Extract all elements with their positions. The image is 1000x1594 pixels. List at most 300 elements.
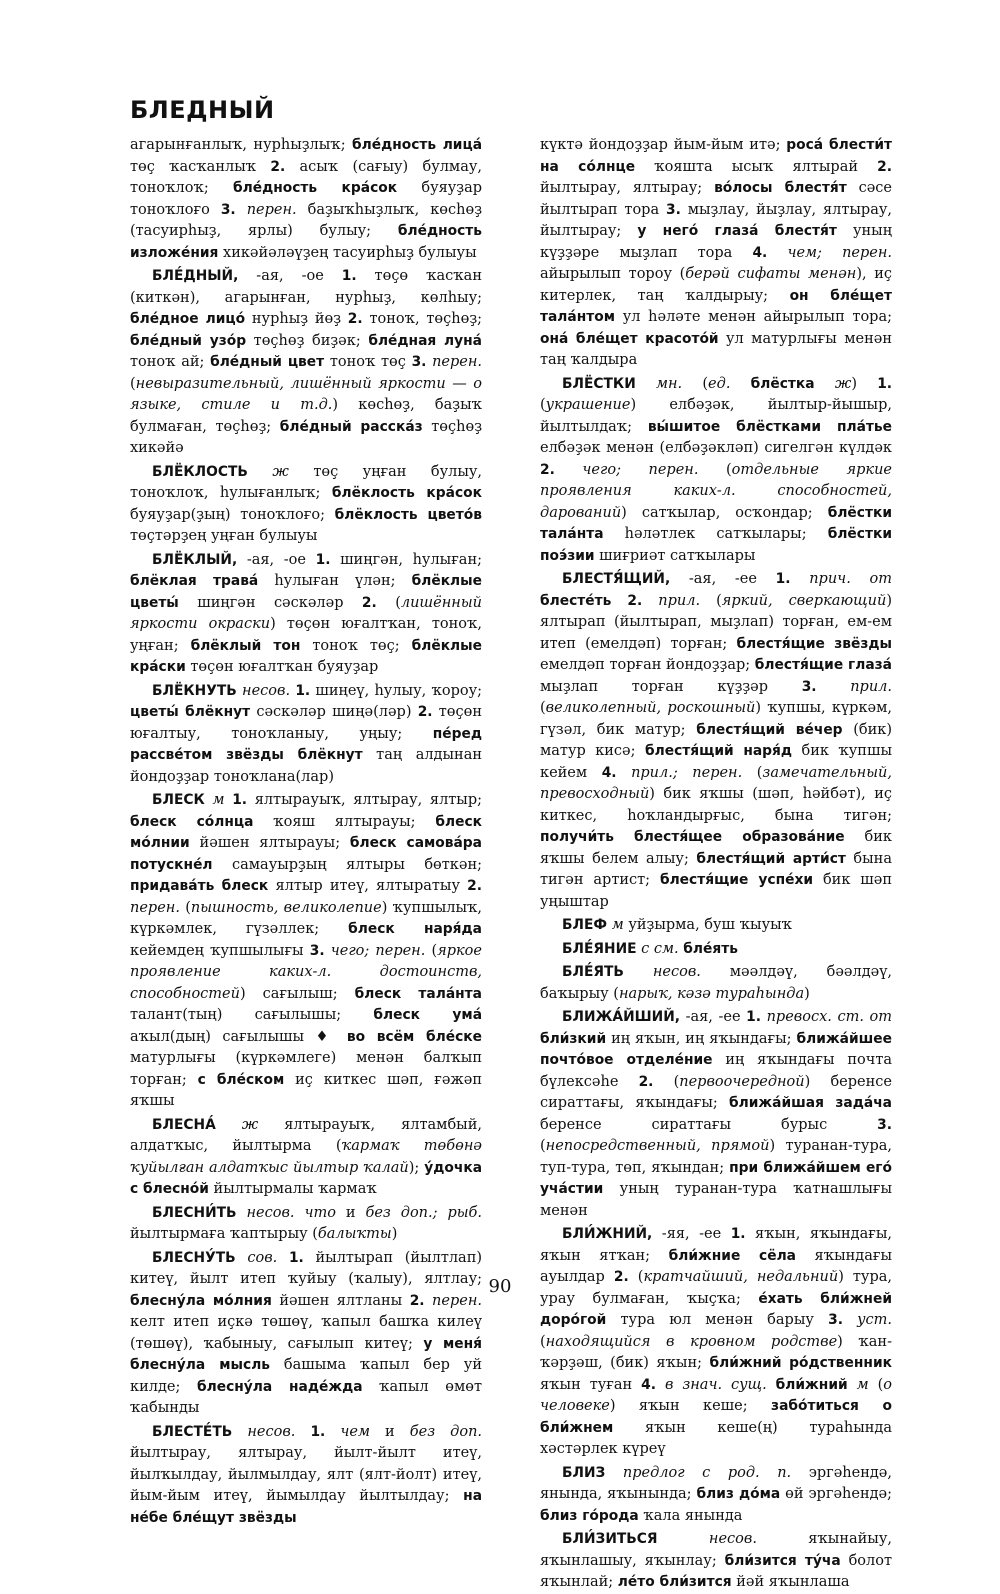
- headword-bold: 2.: [409, 1292, 425, 1309]
- entry-continuation: [540, 135, 892, 372]
- translation-text: беренсе сираттағы бурыс: [540, 1116, 878, 1133]
- translation-text: [730, 376, 750, 392]
- translation-text: бик ҡупшы кейем: [540, 743, 892, 781]
- translation-text: шиңгән сәскәләр: [178, 594, 362, 611]
- grammar-note-italic: уст.: [857, 1312, 893, 1328]
- translation-text: (: [700, 592, 722, 609]
- running-head: БЛЕДНЫЙ: [130, 96, 275, 124]
- dictionary-entry: [540, 1224, 892, 1461]
- headword-bold: БЛЕ́ЯТЬ: [562, 964, 624, 980]
- headword-bold: бле́дный расска́з: [279, 418, 423, 435]
- headword-bold: БЛИ́ЖНИЙ,: [562, 1226, 653, 1242]
- grammar-note-italic: прил.: [850, 678, 893, 695]
- headword-bold: блеск мо́лнии: [130, 813, 482, 851]
- translation-text: йылтырмалы ҡармаҡ: [208, 1181, 377, 1197]
- translation-text: [636, 376, 656, 392]
- translation-text: кейемдең ҡупшылығы: [130, 942, 310, 959]
- headword-bold: БЛЁСТКИ: [562, 375, 636, 392]
- headword-bold: у меня́ блесну́ла мысль: [130, 1335, 482, 1373]
- headword-bold: блеск со́лнца: [130, 813, 254, 830]
- headword-bold: 1.: [295, 682, 311, 699]
- headword-bold: БЛЁКНУТЬ: [152, 682, 237, 699]
- translation-text: [843, 1312, 857, 1328]
- translation-text: шиңеү, һулыу, ҡороу;: [310, 682, 483, 699]
- headword-bold: бли́жние сёла: [668, 1247, 796, 1264]
- translation-text: мыҙлап торған күҙҙәр: [540, 678, 802, 695]
- translation-text: [216, 1117, 242, 1133]
- grammar-note-italic: что: [304, 1204, 336, 1221]
- left-column: [130, 135, 482, 1529]
- translation-text: ул һәләте менән айырылып тора;: [615, 309, 892, 325]
- translation-text: [236, 202, 247, 218]
- headword-bold: БЛЕСТЯ́ЩИЙ,: [562, 571, 671, 587]
- headword-bold: 2.: [417, 704, 433, 720]
- translation-text: ялтырауыҡ, ялтамбый, алдатҡыс, йылтырма (: [130, 1116, 482, 1154]
- grammar-note-italic: м: [212, 792, 225, 808]
- headword-bold: бле́дное лицо́: [130, 311, 246, 327]
- translation-text: айырылып тороу (: [540, 266, 686, 282]
- translation-text: емелдәп торған йондоҙҙар;: [540, 657, 755, 673]
- translation-text: төҫөн юғалтҡан буяуҙар: [185, 659, 379, 675]
- headword-bold: БЛИЗ: [562, 1464, 606, 1481]
- translation-text: аҡыл(дың) сағылышы ♦: [130, 1028, 347, 1045]
- translation-text: тоноҡ ай;: [130, 354, 211, 370]
- translation-text: йылтырап (йылтлап) китеү, йылт итеп ҡуйыу (ҡалыу), ялтлау;: [130, 1249, 483, 1287]
- headword-bold: бли́жний ро́дственник: [709, 1355, 892, 1371]
- headword-bold: БЛЁКЛЫЙ,: [152, 551, 238, 568]
- grammar-note-italic: чем: [340, 1423, 370, 1440]
- headword-bold: блёклость кра́сок: [331, 485, 482, 501]
- headword-bold: 1.: [775, 571, 791, 587]
- translation-text: бына тигән артист;: [540, 850, 892, 888]
- headword-bold: БЛИЖА́ЙШИЙ,: [562, 1009, 681, 1025]
- headword-bold: 2.: [613, 1269, 629, 1285]
- translation-text: [325, 1424, 340, 1440]
- translation-text: (бик) матур кисә;: [540, 721, 892, 759]
- grammar-note-italic: непосредственный, прямой: [545, 1138, 770, 1154]
- headword-bold: 1.: [315, 551, 331, 568]
- translation-text: [295, 1205, 305, 1221]
- translation-text: елбәҙәк менән (елбәҙәкләп) сигелгән күлдәк: [540, 440, 892, 456]
- translation-text: [817, 679, 851, 695]
- translation-text: буяуҙар(ҙың) тоноҡлоғо;: [130, 506, 335, 523]
- translation-text: и: [369, 1423, 410, 1440]
- headword-bold: БЛЕ́ЯНИЕ: [562, 940, 637, 957]
- translation-text: [658, 1531, 709, 1547]
- headword-bold: блёклая трава́: [130, 573, 259, 589]
- translation-text: [656, 1377, 665, 1393]
- translation-text: ҡояшта ысыҡ ялтырай: [635, 158, 878, 175]
- translation-text: ) ҡан-ҡәрҙәш, (бик) яҡын;: [540, 1333, 892, 1371]
- translation-text: [617, 765, 632, 781]
- headword-bold: бле́дность кра́сок: [232, 180, 398, 196]
- page-number: 90: [488, 1276, 512, 1297]
- translation-text: төҫһөҙ биҙәк;: [246, 332, 369, 349]
- dictionary-entry: [540, 569, 892, 913]
- translation-text: ) сағылыш;: [239, 985, 355, 1002]
- dictionary-entry: [130, 266, 482, 460]
- headword-bold: 3.: [801, 678, 817, 695]
- grammar-note-italic: яркий, сверкающий: [721, 592, 887, 609]
- headword-bold: забо́титься о бли́жнем: [540, 1398, 892, 1436]
- translation-text: эргәһендә, янында, яҡынында;: [540, 1464, 892, 1502]
- translation-text: );: [408, 1159, 425, 1176]
- headword-bold: блестя́щий наря́д: [644, 743, 793, 759]
- dictionary-entry: [130, 790, 482, 1113]
- headword-bold: бли́зится ту́ча: [724, 1552, 841, 1569]
- translation-text: ) сатҡылар, осҡондар;: [621, 504, 828, 521]
- grammar-note-italic: ж: [272, 463, 289, 480]
- translation-text: ) бик яҡшы (шәп, һәйбәт), иҫ киткес, һоҡландырғыс, бына тигән;: [540, 786, 892, 824]
- translation-text: [248, 464, 272, 480]
- translation-text: (: [130, 375, 136, 392]
- headword-bold: 3.: [309, 942, 325, 959]
- translation-text: ), иҫ китерлек, таң ҡалдырыу;: [540, 266, 893, 304]
- grammar-note-italic: чего; перен.: [330, 942, 426, 959]
- translation-text: [232, 1424, 247, 1440]
- headword-bold: у́дочка с блесно́й: [130, 1159, 483, 1197]
- entry-continuation: [130, 135, 482, 264]
- translation-text: ) тура, урау булмаған, ҡыҫҡа;: [540, 1269, 892, 1307]
- headword-bold: БЛЁКЛОСТЬ: [152, 463, 248, 480]
- translation-text: ): [851, 375, 878, 392]
- headword-bold: бли́жний: [775, 1376, 848, 1393]
- headword-bold: на не́бе бле́щут звёзды: [130, 1488, 482, 1526]
- translation-text: (: [682, 375, 709, 392]
- headword-bold: блестя́щие звёзды: [736, 635, 893, 652]
- headword-bold: получи́ть блестя́щее образова́ние: [540, 829, 845, 845]
- grammar-note-italic: находящийся в кровном родстве: [545, 1333, 838, 1350]
- headword-bold: 1.: [746, 1009, 761, 1025]
- headword-bold: 2.: [877, 158, 892, 175]
- grammar-note-italic: несов.: [652, 964, 701, 980]
- translation-text: өй эргәһендә;: [780, 1486, 892, 1502]
- headword-bold: БЛЕСТЕ́ТЬ: [152, 1423, 233, 1440]
- headword-bold: 3.: [828, 1312, 843, 1328]
- headword-bold: 1.: [310, 1423, 326, 1440]
- grammar-note-italic: несов.: [242, 682, 291, 699]
- translation-text: [605, 1465, 623, 1481]
- translation-text: келт итеп иҫкә төшөү, ҡапыл башҡа килеү (төшөү), ҡабыныу, сағылып китеү;: [130, 1314, 482, 1352]
- translation-text: һәләтлек сатҡылары;: [603, 526, 828, 542]
- translation-text: һулыған үлән;: [258, 573, 412, 589]
- translation-text: йәшен ялтланы: [271, 1292, 410, 1309]
- translation-text: -ая, -ее: [680, 1009, 747, 1025]
- headword-bold: блёклые кра́ски: [130, 637, 482, 675]
- grammar-note-italic: чем; перен.: [787, 244, 893, 261]
- headword-bold: 4.: [601, 764, 617, 781]
- headword-bold: она́ бле́щет красото́й: [540, 330, 719, 347]
- translation-text: төҫтәрҙең уңған булыуы: [130, 528, 318, 544]
- headword-bold: БЛЕСК: [152, 792, 205, 808]
- translation-text: ялтырауыҡ, ялтырау, ялтыр;: [247, 792, 483, 808]
- grammar-note-italic: нарыҡ, кәзә тураһында: [618, 985, 805, 1002]
- headword-bold: бле́ять: [683, 940, 738, 957]
- translation-text: (: [742, 764, 763, 781]
- headword-bold: с бле́ском: [197, 1071, 285, 1088]
- headword-bold: у него́ глаза́ блестя́т: [637, 223, 837, 239]
- translation-text: [237, 1205, 247, 1221]
- translation-text: тоноҡ төҫ: [324, 354, 412, 370]
- grammar-note-italic: превосх. ст. от: [766, 1009, 892, 1025]
- grammar-note-italic: яркое проявление каких-л. достоинств, способностей: [130, 942, 482, 1002]
- headword-bold: е́хать бли́жней доро́гой: [540, 1290, 892, 1328]
- grammar-note-italic: без доп.; рыб.: [365, 1204, 482, 1221]
- translation-text: төҫөн юғалтыу, тоноҡланыу, уңыу;: [130, 704, 482, 742]
- translation-text: ) беренсе сираттағы, яҡындағы;: [540, 1073, 892, 1111]
- grammar-note-italic: берәй сифаты менән: [685, 266, 857, 282]
- grammar-note-italic: в знач. сущ.: [664, 1376, 767, 1393]
- translation-text: яҡындағы ауылдар: [540, 1247, 892, 1285]
- headword-bold: вы́шитое блёстками пла́тье: [647, 418, 892, 435]
- dictionary-entry: [130, 462, 482, 548]
- headword-bold: блестя́щий арти́ст: [696, 850, 846, 867]
- grammar-note-italic: невыразительный, лишённый яркости — о языке, стиле и т.д.: [130, 375, 482, 413]
- translation-text: (: [868, 1376, 884, 1393]
- translation-text: иң яҡындағы почта бүлексәһе: [540, 1052, 893, 1090]
- grammar-note-italic: первоочередной: [679, 1073, 805, 1090]
- headword-bold: блеск ума́: [373, 1007, 483, 1023]
- headword-bold: блёстка: [750, 375, 815, 392]
- translation-text: [848, 1377, 857, 1393]
- translation-text: (: [540, 700, 546, 716]
- headword-bold: ле́то бли́зится: [617, 1574, 732, 1590]
- translation-text: яҡын туған: [540, 1376, 642, 1393]
- translation-text: ) ҡупшылыҡ, күркәмлек, гүзәллек;: [130, 899, 482, 937]
- translation-text: күктә йондоҙҙар йым-йым итә;: [540, 137, 787, 153]
- translation-text: мәәлдәү, бәәлдәү, баҡырыу (: [540, 964, 893, 1002]
- headword-bold: блёклость цвето́в: [334, 506, 482, 523]
- translation-text: [277, 1250, 289, 1266]
- translation-text: [295, 1424, 310, 1440]
- translation-text: [767, 245, 787, 261]
- translation-text: төҫө ҡасҡан (киткән), агарынған, нурһыҙ, көлһыу;: [130, 268, 482, 306]
- grammar-note-italic: сов.: [247, 1249, 278, 1266]
- translation-text: ) елбәҙәк, йылтыр-йышыр, йылтылдаҡ;: [540, 397, 892, 435]
- grammar-note-italic: мн.: [655, 375, 683, 392]
- translation-text: башыма ҡапыл бер уй килде;: [130, 1357, 483, 1395]
- headword-bold: бле́дный цвет: [210, 354, 325, 370]
- grammar-note-italic: перен.: [246, 201, 297, 218]
- grammar-note-italic: без доп.: [409, 1423, 483, 1440]
- headword-bold: блесну́ла наде́жда: [196, 1378, 363, 1395]
- translation-text: (: [540, 1333, 546, 1350]
- translation-text: шиңгән, һулыған;: [330, 551, 482, 568]
- headword-bold: 4.: [752, 244, 768, 261]
- headword-bold: БЛЕСНИ́ТЬ: [152, 1204, 237, 1221]
- dictionary-entry: [540, 962, 892, 1005]
- grammar-note-italic: м: [856, 1376, 869, 1393]
- translation-text: тура юл менән барыу: [606, 1312, 829, 1328]
- headword-bold: 4.: [641, 1376, 656, 1393]
- translation-text: -яя, -ее: [652, 1226, 731, 1242]
- grammar-note-italic: кратчайший, недальний: [643, 1269, 839, 1285]
- translation-text: ул матурлығы менән таң ҡалдыра: [540, 330, 892, 368]
- headword-bold: придава́ть блеск: [130, 878, 269, 894]
- translation-text: төҫ ҡасҡанлыҡ: [130, 158, 271, 175]
- headword-bold: блеск наря́да: [348, 921, 482, 937]
- grammar-note-italic: чего; перен.: [582, 461, 699, 478]
- translation-text: (: [540, 1138, 546, 1154]
- translation-text: шиғриәт сатҡылары: [594, 547, 756, 564]
- translation-text: ) яҡын кеше;: [609, 1398, 772, 1414]
- translation-text: ҡала янында: [638, 1507, 743, 1524]
- headword-bold: 3.: [665, 201, 681, 218]
- translation-text: болот яҡынлай;: [540, 1552, 892, 1590]
- translation-text: буяуҙар тоноҡлоғо: [130, 180, 482, 218]
- headword-bold: БЛЕСНА́: [152, 1116, 216, 1133]
- headword-bold: ближа́йшая зада́ча: [729, 1095, 892, 1111]
- translation-text: [624, 964, 653, 980]
- translation-text: йылтырау, ялтырау;: [540, 180, 715, 196]
- grammar-note-italic: несов.: [246, 1204, 295, 1221]
- headword-bold: ближа́йшее почто́вое отделе́ние: [540, 1030, 892, 1068]
- translation-text: баҙыҡһыҙлыҡ, көсһөҙ (тасуирһыҙ, ярлы) булыу;: [130, 201, 482, 239]
- translation-text: йылтырау, ялтырау, йылт-йылт итеү, йылҡылдау, йылмылдау, ялт (ялт-йолт) итеү, йым-йым итеү, йымылдау йылтылдау;: [130, 1445, 482, 1504]
- translation-text: тоноҡ төҫ;: [300, 637, 412, 654]
- translation-text: ялтыр итеү, ялтыратыу: [268, 878, 468, 894]
- translation-text: тоноҡ, төҫһөҙ;: [362, 311, 482, 327]
- headword-bold: блёстки тала́нта: [540, 504, 892, 542]
- headword-bold: бле́дная луна́: [368, 332, 482, 349]
- grammar-note-italic: прич. от: [809, 571, 892, 587]
- grammar-note-italic: ҡармаҡ төбөнә ҡуйылған алдатҡыс йылтыр ҡалай: [130, 1138, 482, 1176]
- dictionary-entry: [130, 1115, 482, 1201]
- grammar-note-italic: лишённый яркости окраски: [130, 594, 482, 632]
- headword-bold: пе́ред рассве́том звёзды блёкнут: [130, 725, 482, 763]
- grammar-note-italic: несов.: [708, 1531, 757, 1547]
- headword-bold: блёстки поэ́зии: [540, 526, 892, 564]
- dictionary-entry: [130, 1248, 482, 1420]
- translation-text: яҡын кеше(ң) тураһында хәстәрлек күреү: [540, 1419, 892, 1457]
- grammar-note-italic: ж: [241, 1116, 259, 1133]
- translation-text: хикәйәләүҙең тасуирһыҙ булыуы: [218, 244, 477, 261]
- headword-bold: 2.: [540, 461, 555, 478]
- headword-bold: 2.: [347, 311, 363, 327]
- headword-bold: 2.: [361, 594, 377, 611]
- grammar-note-italic: великолепный, роскошный: [545, 700, 756, 716]
- translation-text: ҡапыл өмөт ҡабынды: [130, 1378, 482, 1416]
- headword-bold: БЛЕФ: [562, 917, 608, 933]
- headword-bold: 2.: [467, 878, 483, 894]
- translation-text: яҡын, яҡындағы, яҡын ятҡан;: [540, 1226, 892, 1264]
- grammar-note-italic: замечательный, превосходный: [540, 764, 892, 802]
- headword-bold: во всём бле́ске: [346, 1028, 482, 1045]
- translation-text: [555, 462, 583, 478]
- translation-text: уның күҙҙәре мыҙлап тора: [540, 223, 892, 261]
- headword-bold: бли́зкий: [540, 1030, 607, 1047]
- headword-bold: 1.: [730, 1226, 746, 1242]
- translation-text: яҡынайыу, яҡынлашыу, яҡынлау;: [540, 1531, 892, 1569]
- translation-text: сәскәләр шиңә(ләр): [250, 704, 418, 720]
- translation-text: и: [335, 1204, 366, 1221]
- translation-text: [236, 1250, 248, 1266]
- dictionary-entry: [540, 939, 892, 961]
- headword-bold: близ го́рода: [540, 1507, 639, 1524]
- translation-text: уның туранан-тура ҡатнашлығы менән: [540, 1181, 892, 1219]
- translation-text: уйҙырма, буш ҡыуыҡ: [623, 917, 793, 933]
- headword-bold: БЛЕСНУ́ТЬ: [152, 1249, 236, 1266]
- translation-text: самауырҙың ялтыры бөткән;: [212, 856, 482, 873]
- translation-text: (: [540, 397, 546, 413]
- headword-bold: бле́дный узо́р: [130, 332, 247, 349]
- dictionary-entry: [540, 1529, 892, 1594]
- translation-text: ): [804, 985, 810, 1002]
- headword-bold: 2.: [627, 592, 643, 609]
- headword-bold: блеск тала́нта: [354, 985, 482, 1002]
- translation-text: бик шәп уңыштар: [540, 872, 893, 910]
- translation-text: (: [179, 899, 191, 916]
- headword-bold: бле́дность лица́: [351, 137, 483, 153]
- grammar-note-italic: пышность, великолепие: [190, 899, 382, 916]
- headword-bold: 3.: [877, 1116, 892, 1133]
- translation-text: [815, 376, 835, 392]
- translation-text: йылтырмаға ҡаптырыу (: [130, 1226, 318, 1242]
- dictionary-entry: [130, 681, 482, 789]
- translation-text: ) көсһөҙ, баҙыҡ булмаған, төҫһөҙ;: [130, 397, 482, 435]
- translation-text: бик яҡшы белем алыу;: [540, 829, 892, 867]
- translation-text: [611, 593, 627, 609]
- translation-text: ) туранан-тура, туп-тура, төп, яҡындан;: [540, 1138, 892, 1176]
- translation-text: ) ҡупшы, күркәм, гүзәл, бик матур;: [540, 700, 892, 738]
- dictionary-entry: [540, 1463, 892, 1528]
- grammar-note-italic: несов.: [247, 1423, 296, 1440]
- right-column: [540, 135, 892, 1594]
- headword-bold: блесну́ла мо́лния: [130, 1292, 272, 1309]
- translation-text: (: [425, 942, 438, 959]
- translation-text: ) төҫөн юғалтҡан, тоноҡ, уңған;: [130, 616, 482, 654]
- headword-bold: близ до́ма: [696, 1486, 781, 1502]
- grammar-note-italic: отдельные яркие проявления каких-л. способностей, дарований: [540, 461, 893, 521]
- translation-text: [642, 593, 658, 609]
- headword-bold: блеск самова́ра потускне́л: [130, 835, 482, 873]
- grammar-note-italic: предлог с род. п.: [622, 1464, 792, 1481]
- translation-text: [791, 571, 810, 587]
- grammar-note-italic: украшение: [545, 397, 631, 413]
- dictionary-entry: [130, 1422, 482, 1530]
- translation-text: (: [376, 594, 401, 611]
- translation-text: иҫ киткес шәп, ғәжәп яҡшы: [130, 1071, 482, 1109]
- headword-bold: блесте́ть: [540, 592, 612, 609]
- grammar-note-italic: с см.: [641, 940, 679, 957]
- grammar-note-italic: о человеке: [540, 1376, 893, 1414]
- grammar-note-italic: прил.: [658, 592, 701, 609]
- headword-bold: блёклый тон: [190, 637, 301, 654]
- translation-text: (: [653, 1073, 680, 1090]
- headword-bold: 2.: [638, 1073, 654, 1090]
- dictionary-entry: [130, 1203, 482, 1246]
- dictionary-entry: [540, 915, 892, 937]
- headword-bold: бле́дность изложе́ния: [130, 223, 482, 261]
- translation-text: асыҡ (сағыу) булмау, тоноҡлоҡ;: [130, 158, 482, 196]
- translation-text: төҫһөҙ хикәйә: [130, 418, 482, 456]
- headword-bold: блестя́щие глаза́: [754, 657, 892, 673]
- grammar-note-italic: перен.: [432, 1292, 482, 1309]
- grammar-note-italic: прил.; перен.: [631, 764, 743, 781]
- translation-text: талант(тың) сағылышы;: [130, 1007, 374, 1023]
- headword-bold: 3.: [220, 201, 236, 218]
- headword-bold: 1.: [877, 375, 893, 392]
- headword-bold: блестя́щий ве́чер: [696, 721, 843, 738]
- headword-bold: 2.: [270, 158, 286, 175]
- translation-text: агарынғанлыҡ, нурһыҙлыҡ;: [130, 137, 352, 153]
- translation-text: [767, 1377, 776, 1393]
- translation-text: (: [628, 1269, 644, 1285]
- translation-text: -ая, -ее: [670, 571, 776, 587]
- headword-bold: БЛЕ́ДНЫЙ,: [152, 268, 239, 284]
- translation-text: -ая, -ое: [237, 551, 316, 568]
- grammar-note-italic: перен.: [130, 899, 180, 916]
